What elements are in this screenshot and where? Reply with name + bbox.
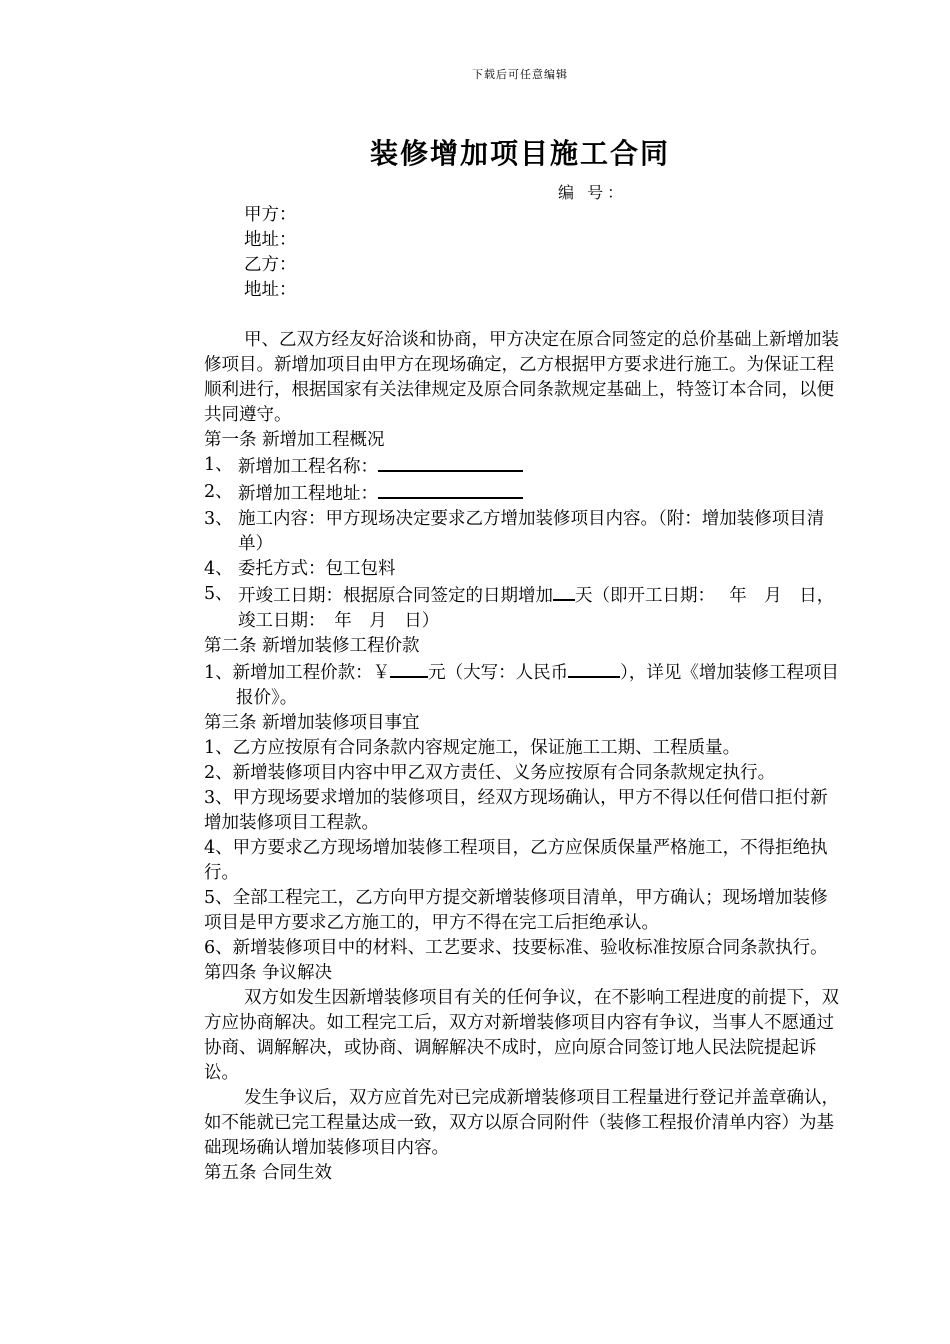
contract-number-label: 编 号： <box>558 183 628 202</box>
item-number: 5、 <box>204 584 233 604</box>
document-title: 装修增加项目施工合同 <box>369 137 670 170</box>
item-number: 4、 <box>204 559 233 579</box>
article-1-item-2 <box>204 480 844 507</box>
article-1-item-4 <box>204 557 844 582</box>
item-text: 施工内容：甲方现场决定要求乙方增加装修项目内容。（附：增加装修项目清单） <box>238 509 825 554</box>
item-text: 委托方式：包工包料 <box>238 559 396 579</box>
article-2-heading: 第二条 新增加装修工程价款 <box>204 636 420 656</box>
article-4-paragraph-2: 发生争议后，双方应首先对已完成新增装修项目工程量进行登记并盖章确认，如不能就已完工程量达成一致，双方以原合同附件（装修工程报价清单内容）为基础现场确认增加装修项目内容。 <box>204 1088 839 1158</box>
article-5-heading: 第五条 合同生效 <box>204 1163 333 1183</box>
article-3-item-3: 3、甲方现场要求增加的装修项目，经双方现场确认，甲方不得以任何借口拒付新增加装修项目工程款。 <box>204 788 828 833</box>
article-3-item-1: 1、乙方应按原有合同条款内容规定施工，保证施工工期、工程质量。 <box>204 738 741 758</box>
project-address-blank <box>378 480 523 499</box>
article-1-heading: 第一条 新增加工程概况 <box>204 430 385 450</box>
party-a-field: 甲方： <box>244 205 297 225</box>
document-body <box>204 203 844 1186</box>
price-words-blank <box>568 659 620 678</box>
days-blank <box>553 582 575 601</box>
item-label: 新增加工程地址： <box>238 484 378 504</box>
article-3-item-6: 6、新增装修项目中的材料、工艺要求、技要标准、验收标准按原合同条款执行。 <box>204 938 828 958</box>
article-3-item-4: 4、甲方要求乙方现场增加装修工程项目，乙方应保质保量严格施工，不得拒绝执行。 <box>204 838 828 883</box>
article-1-item-3 <box>204 507 844 557</box>
item-text: 开竣工日期：根据原合同签定的日期增加 <box>238 586 553 606</box>
item-text-cont: 元（大写：人民币 <box>428 663 569 683</box>
article-4-heading: 第四条 争议解决 <box>204 963 333 983</box>
article-3-heading: 第三条 新增加装修项目事宜 <box>204 713 420 733</box>
article-2-item-1 <box>204 659 844 711</box>
spacer <box>204 303 844 328</box>
article-1-item-5 <box>204 582 844 634</box>
project-name-blank <box>378 453 523 472</box>
item-number: 1、 <box>204 455 233 475</box>
page-header: 下载后可任意编辑 <box>472 68 568 81</box>
item-text: 1、新增加工程价款：￥ <box>204 663 391 683</box>
item-number: 2、 <box>204 482 233 502</box>
article-3-item-5: 5、全部工程完工，乙方向甲方提交新增装修项目清单，甲方确认；现场增加装修项目是甲方要求乙方施工的，甲方不得在完工后拒绝承认。 <box>204 888 828 933</box>
article-3-item-2: 2、新增装修项目内容中甲乙双方责任、义务应按原有合同条款规定执行。 <box>204 763 776 783</box>
article-1-item-1 <box>204 453 844 480</box>
item-text-end: ），详见《增加装修工程项目报价》。 <box>236 663 839 708</box>
article-4-paragraph-1: 双方如发生因新增装修项目有关的任何争议，在不影响工程进度的前提下，双方应协商解决。如工程完工后，双方对新增装修项目内容有争议，当事人不愿通过协商、调解解决，或协商、调解解决不成时，应向原合同签订地人民法院提起诉讼。 <box>204 988 839 1083</box>
price-blank <box>390 659 428 678</box>
party-b-field: 乙方： <box>244 255 297 275</box>
party-b-address-field: 地址： <box>244 280 297 300</box>
item-text-cont: 天（即开工日期： 年 月 日，竣工日期： 年 月 日） <box>238 586 835 631</box>
intro-paragraph: 甲、乙双方经友好洽谈和协商，甲方决定在原合同签定的总价基础上新增加装修项目。新增加项目由甲方在现场确定，乙方根据甲方要求进行施工。为保证工程顺利进行，根据国家有关法律规定及原合同条款规定基础上，特签订本合同，以便共同遵守。 <box>204 330 839 425</box>
item-number: 3、 <box>204 509 233 529</box>
party-a-address-field: 地址： <box>244 230 297 250</box>
item-label: 新增加工程名称： <box>238 457 378 477</box>
